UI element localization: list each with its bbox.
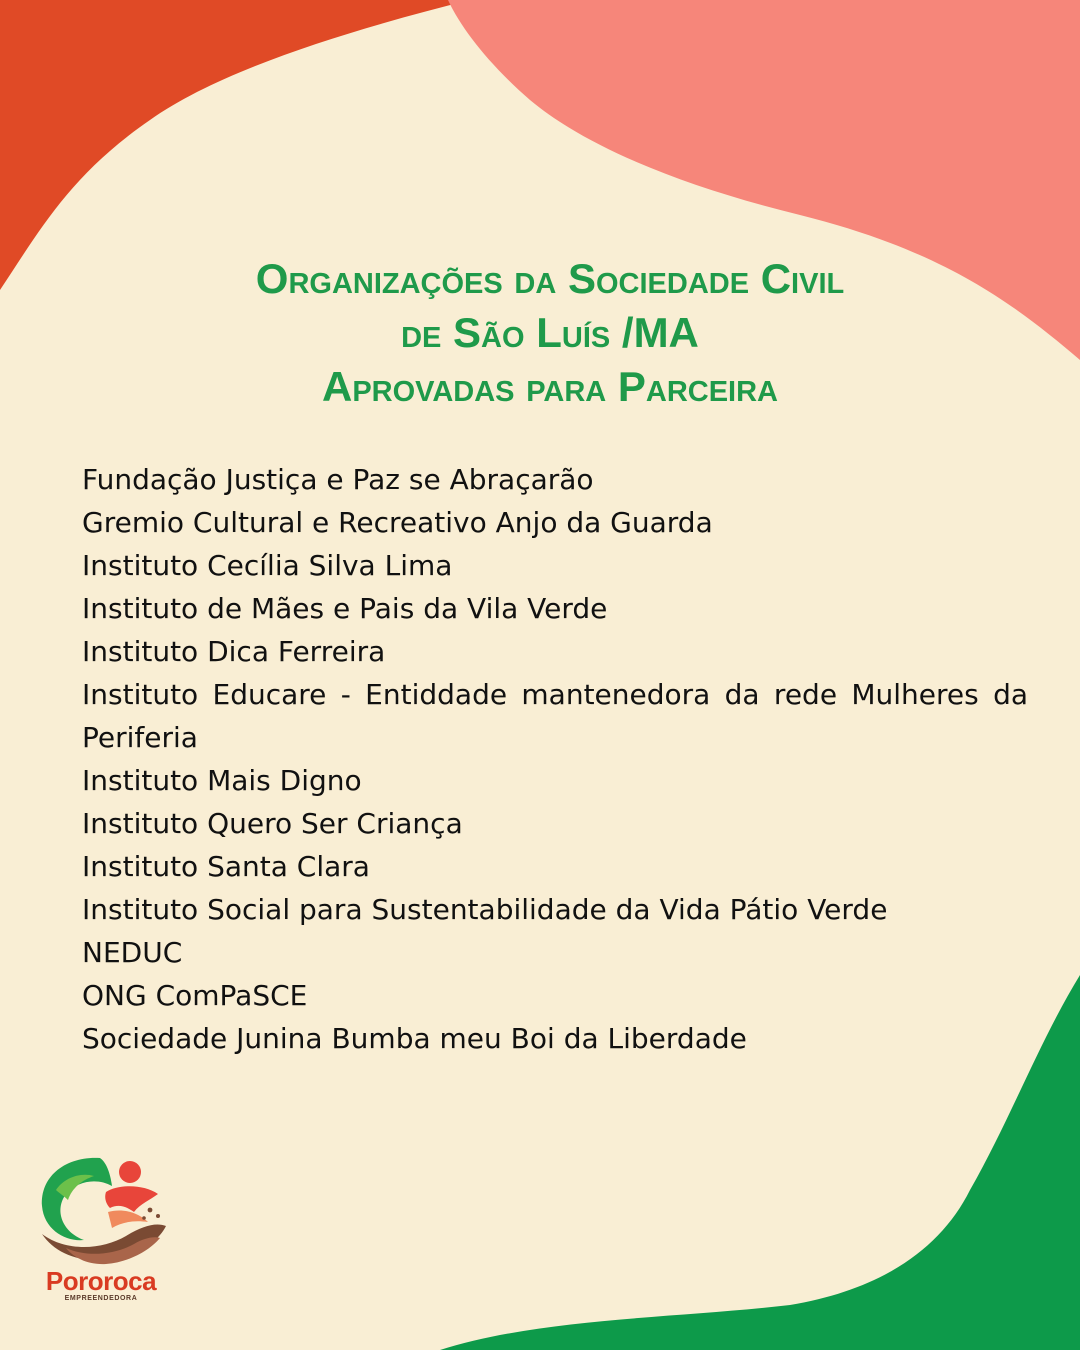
- logo-mark-icon: [26, 1150, 176, 1270]
- list-item: Instituto Educare - Entiddade mantenedora da rede Mulheres da Periferia: [82, 678, 1028, 754]
- list-item: Sociedade Junina Bumba meu Boi da Liberdade: [82, 1022, 747, 1055]
- list-item: Fundação Justiça e Paz se Abraçarão: [82, 463, 594, 496]
- page-title: [0, 252, 1080, 414]
- pororoca-logo: [26, 1150, 176, 1320]
- title-line-2: de São Luís /MA: [401, 309, 699, 356]
- title-line-3: Aprovadas para Parceira: [321, 363, 779, 410]
- list-item: NEDUC: [82, 936, 183, 969]
- list-item: Gremio Cultural e Recreativo Anjo da Guarda: [82, 506, 713, 539]
- list-item: Instituto Mais Digno: [82, 764, 362, 797]
- list-item: Instituto Social para Sustentabilidade da Vida Pátio Verde: [82, 893, 888, 926]
- logo-subtitle: EMPREENDEDORA: [64, 1295, 138, 1302]
- list-item: Instituto de Mães e Pais da Vila Verde: [82, 592, 608, 625]
- list-item: Instituto Dica Ferreira: [82, 635, 386, 668]
- top-left-blob: [0, 0, 470, 290]
- list-item: Instituto Santa Clara: [82, 850, 370, 883]
- logo-name: Pororoca: [45, 1266, 157, 1296]
- list-item: Instituto Quero Ser Criança: [82, 807, 463, 840]
- list-item: Instituto Cecília Silva Lima: [82, 549, 453, 582]
- list-item: ONG ComPaSCE: [82, 979, 308, 1012]
- title-line-1: Organizações da Sociedade Civil: [255, 255, 845, 302]
- organization-list: [82, 458, 1028, 1060]
